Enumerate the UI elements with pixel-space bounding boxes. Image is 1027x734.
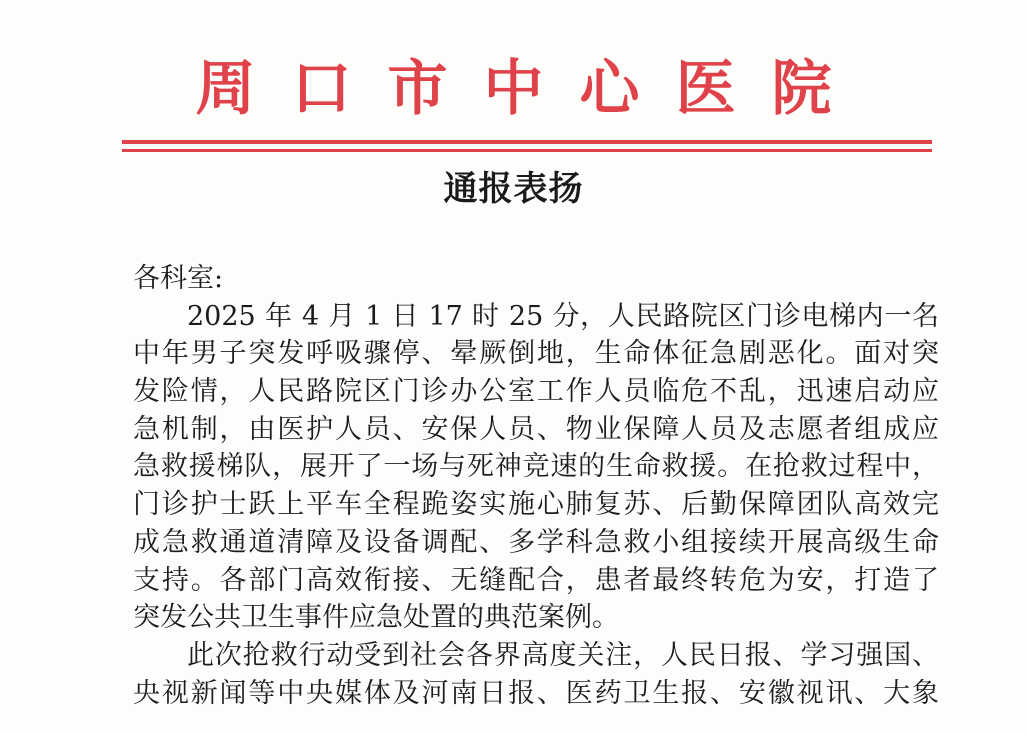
paragraph-line: 中年男子突发呼吸骤停、晕厥倒地，生命体征急剧恶化。面对突	[133, 338, 939, 370]
paragraph-line: 央视新闻等中央媒体及河南日报、医药卫生报、安徽视讯、大象	[133, 677, 939, 709]
letterhead-rule-thick	[122, 140, 932, 144]
letterhead-rule-thin	[122, 149, 932, 152]
paragraph-line: 急救援梯队，展开了一场与死神竞速的生命救援。在抢救过程中，	[133, 451, 939, 483]
paragraph-line: 2025 年 4 月 1 日 17 时 25 分，人民路院区门诊电梯内一名	[187, 300, 939, 332]
document-title: 通报表扬	[443, 169, 584, 209]
letterhead-organization-name: 周口市中心医院	[195, 54, 868, 124]
paragraph-line: 成急救通道清障及设备调配、多学科急救小组接续开展高级生命	[133, 526, 939, 558]
paragraph-line: 急机制，由医护人员、安保人员、物业保障人员及志愿者组成应	[133, 413, 939, 445]
salutation: 各科室:	[133, 263, 224, 294]
document-body	[133, 260, 939, 712]
paragraph-line: 发险情，人民路院区门诊办公室工作人员临危不乱，迅速启动应	[133, 376, 939, 408]
paragraph-line: 突发公共卫生事件应急处置的典范案例。	[133, 602, 619, 634]
paragraph-line: 门诊护士跃上平车全程跪姿实施心肺复苏、后勤保障团队高效完	[133, 489, 939, 521]
paragraph-1	[133, 298, 939, 637]
paragraph-line: 支持。各部门高效衔接、无缝配合，患者最终转危为安，打造了	[133, 564, 939, 596]
paragraph-2	[133, 637, 939, 712]
paragraph-line: 此次抢救行动受到社会各界高度关注，人民日报、学习强国、	[187, 639, 939, 671]
